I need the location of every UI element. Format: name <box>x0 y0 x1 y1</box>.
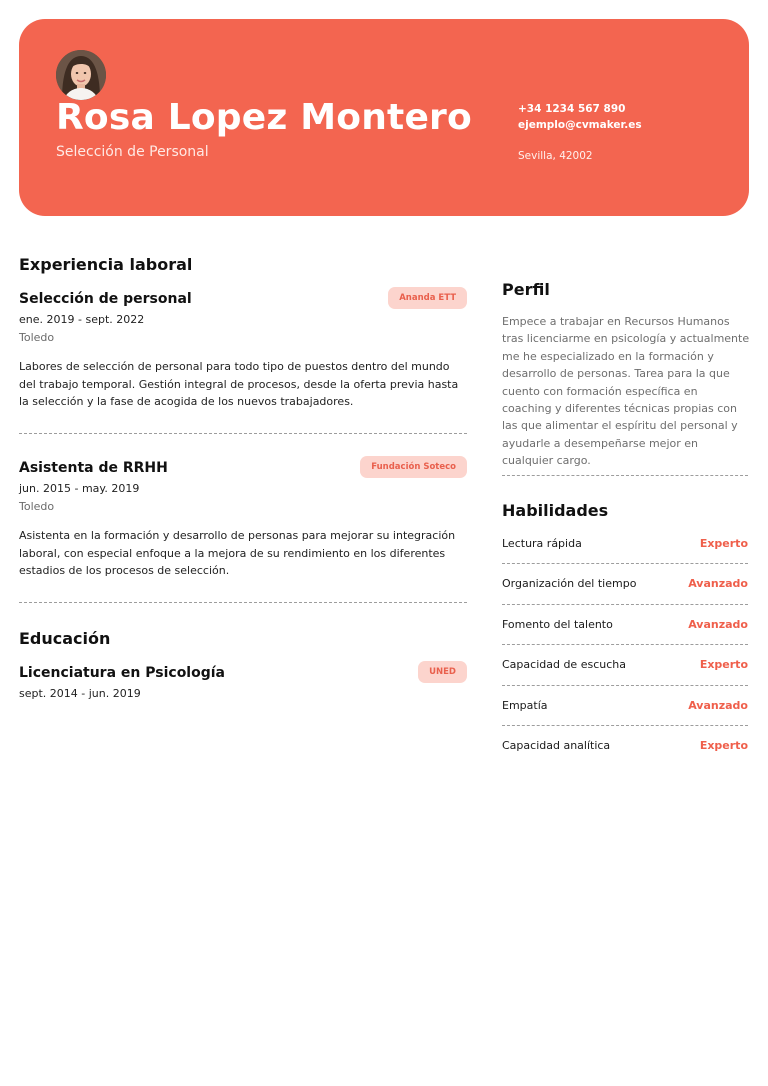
job-title: Asistenta de RRHH <box>19 460 168 476</box>
email-address: ejemplo@cvmaker.es <box>518 119 642 131</box>
divider <box>502 725 748 726</box>
divider <box>502 685 748 686</box>
skill-row <box>502 577 748 597</box>
skill-name: Capacidad de escucha <box>502 658 626 671</box>
divider <box>19 433 467 434</box>
skill-row <box>502 537 748 557</box>
skill-row <box>502 618 748 638</box>
skill-level: Avanzado <box>688 577 748 590</box>
profile-text: Empece a trabajar en Recursos Humanos tras licenciarme en psicología y actualmente me he especializado en la formación y desarrollo de personas. Tarea para la que cuento con formación específica en coaching y diferentes técnicas propias con las que alimentar el espíritu del personal y ayudarle a desempeñarse mejor en cualquier cargo. <box>502 315 750 468</box>
company-badge: Ananda ETT <box>388 287 467 309</box>
phone-number: +34 1234 567 890 <box>518 103 626 115</box>
job-description: Labores de selección de personal para todo tipo de puestos dentro del mundo del trabajo temporal. Gestión integral de procesos, desde la oferta previa hasta la selección y la fase de acogida de los nuevos trabajadores. <box>19 360 459 408</box>
skill-name: Capacidad analítica <box>502 739 611 752</box>
skill-row <box>502 699 748 719</box>
skill-level: Experto <box>699 658 748 671</box>
skill-level: Avanzado <box>688 699 748 712</box>
education-heading: Educación <box>19 629 111 648</box>
profile-heading: Perfil <box>502 280 550 299</box>
skill-level: Experto <box>699 739 748 752</box>
skills-heading: Habilidades <box>502 501 609 520</box>
divider <box>19 602 467 603</box>
divider <box>502 475 748 476</box>
job-location: Toledo <box>19 500 55 513</box>
job-title: Selección de personal <box>19 291 192 307</box>
school-badge: UNED <box>418 661 467 683</box>
skill-level: Avanzado <box>688 618 748 631</box>
avatar <box>56 50 106 100</box>
skill-row <box>502 739 748 759</box>
skill-name: Empatía <box>502 699 548 712</box>
skill-level: Experto <box>699 537 748 550</box>
job-dates: jun. 2015 - may. 2019 <box>19 482 140 495</box>
skill-name: Organización del tiempo <box>502 577 637 590</box>
avatar-photo-icon <box>56 50 106 100</box>
divider <box>502 644 748 645</box>
company-badge: Fundación Soteco <box>360 456 467 478</box>
skill-name: Lectura rápida <box>502 537 582 550</box>
job-location: Toledo <box>19 331 55 344</box>
divider <box>502 563 748 564</box>
education-dates: sept. 2014 - jun. 2019 <box>19 687 141 700</box>
degree-title: Licenciatura en Psicología <box>19 665 225 681</box>
header-banner <box>19 19 749 216</box>
city-address: Sevilla, 42002 <box>518 150 593 162</box>
experience-heading: Experiencia laboral <box>19 255 193 274</box>
person-role: Selección de Personal <box>56 144 209 160</box>
job-description: Asistenta en la formación y desarrollo de personas para mejorar su integración laboral, con especial enfoque a la mejora de su rendimiento en los diferentes estadios de los procesos de selección. <box>19 529 456 577</box>
skill-name: Fomento del talento <box>502 618 613 631</box>
skill-row <box>502 658 748 678</box>
person-name: Rosa Lopez Montero <box>56 97 472 138</box>
divider <box>502 604 748 605</box>
job-dates: ene. 2019 - sept. 2022 <box>19 313 145 326</box>
